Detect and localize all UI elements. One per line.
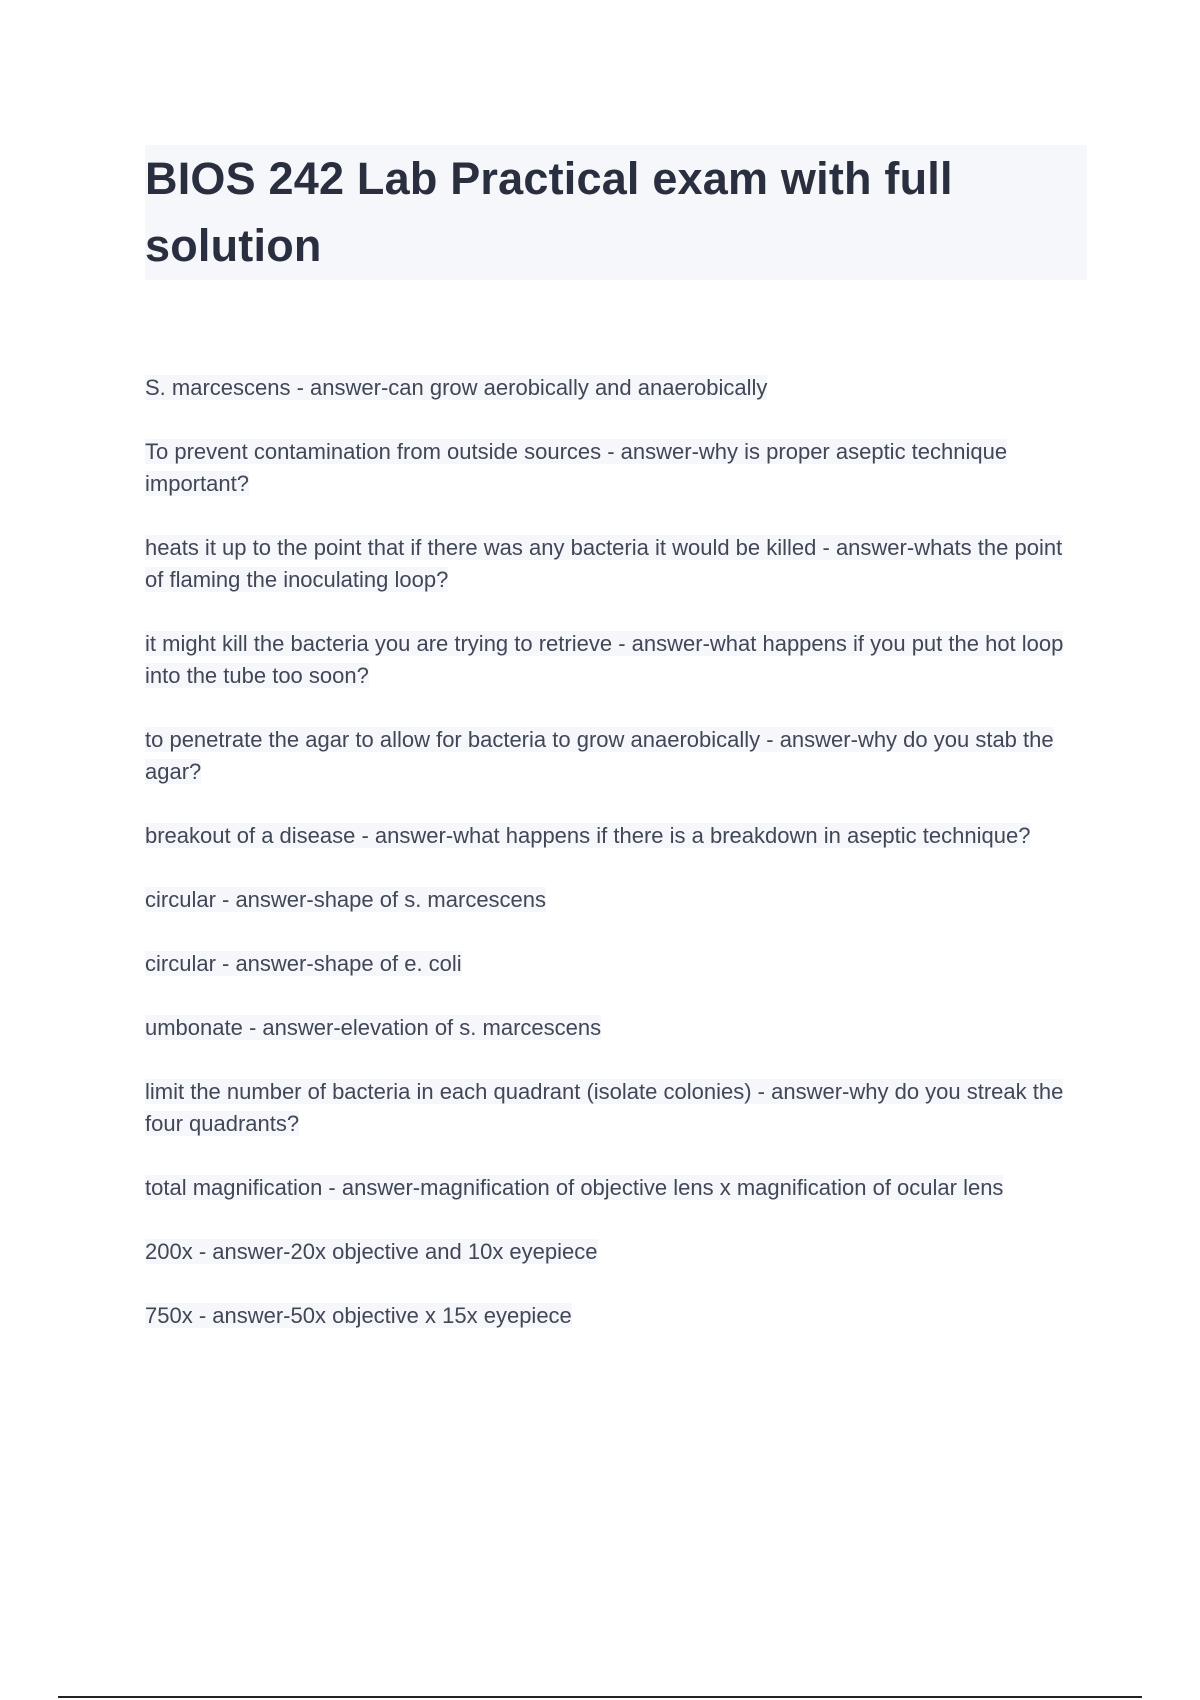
qa-text: heats it up to the point that if there was any bacteria it would be killed - answer-whats the point of flaming the inoculating loop? bbox=[145, 535, 1063, 592]
qa-text: S. marcescens - answer-can grow aerobically and anaerobically bbox=[145, 375, 768, 400]
qa-text: umbonate - answer-elevation of s. marcescens bbox=[145, 1015, 602, 1040]
qa-item bbox=[145, 372, 1080, 404]
qa-item bbox=[145, 948, 1080, 980]
qa-item bbox=[145, 1012, 1080, 1044]
qa-item bbox=[145, 1076, 1080, 1140]
qa-text: circular - answer-shape of e. coli bbox=[145, 951, 462, 976]
qa-item bbox=[145, 1172, 1080, 1204]
qa-text: circular - answer-shape of s. marcescens bbox=[145, 887, 547, 912]
qa-item bbox=[145, 436, 1080, 500]
qa-text: 200x - answer-20x objective and 10x eyepiece bbox=[145, 1239, 598, 1264]
qa-text: limit the number of bacteria in each quadrant (isolate colonies) - answer-why do you streak the four quadrants? bbox=[145, 1079, 1064, 1136]
qa-item bbox=[145, 628, 1080, 692]
page-title: BIOS 242 Lab Practical exam with full solution bbox=[145, 153, 953, 271]
qa-text: to penetrate the agar to allow for bacteria to grow anaerobically - answer-why do you stab the agar? bbox=[145, 727, 1054, 784]
title-block bbox=[145, 145, 1087, 280]
qa-text: total magnification - answer-magnification of objective lens x magnification of ocular lens bbox=[145, 1175, 1004, 1200]
qa-text: 750x - answer-50x objective x 15x eyepiece bbox=[145, 1303, 572, 1328]
qa-item bbox=[145, 820, 1080, 852]
qa-text: breakout of a disease - answer-what happens if there is a breakdown in aseptic technique? bbox=[145, 823, 1031, 848]
qa-item bbox=[145, 532, 1080, 596]
qa-text: To prevent contamination from outside sources - answer-why is proper aseptic technique important? bbox=[145, 439, 1008, 496]
qa-text: it might kill the bacteria you are trying to retrieve - answer-what happens if you put the hot loop into the tube too soon? bbox=[145, 631, 1064, 688]
qa-item bbox=[145, 1236, 1080, 1268]
qa-list bbox=[145, 372, 1080, 1364]
qa-item bbox=[145, 884, 1080, 916]
qa-item bbox=[145, 1300, 1080, 1332]
footer-rule bbox=[58, 1696, 1142, 1698]
qa-item bbox=[145, 724, 1080, 788]
